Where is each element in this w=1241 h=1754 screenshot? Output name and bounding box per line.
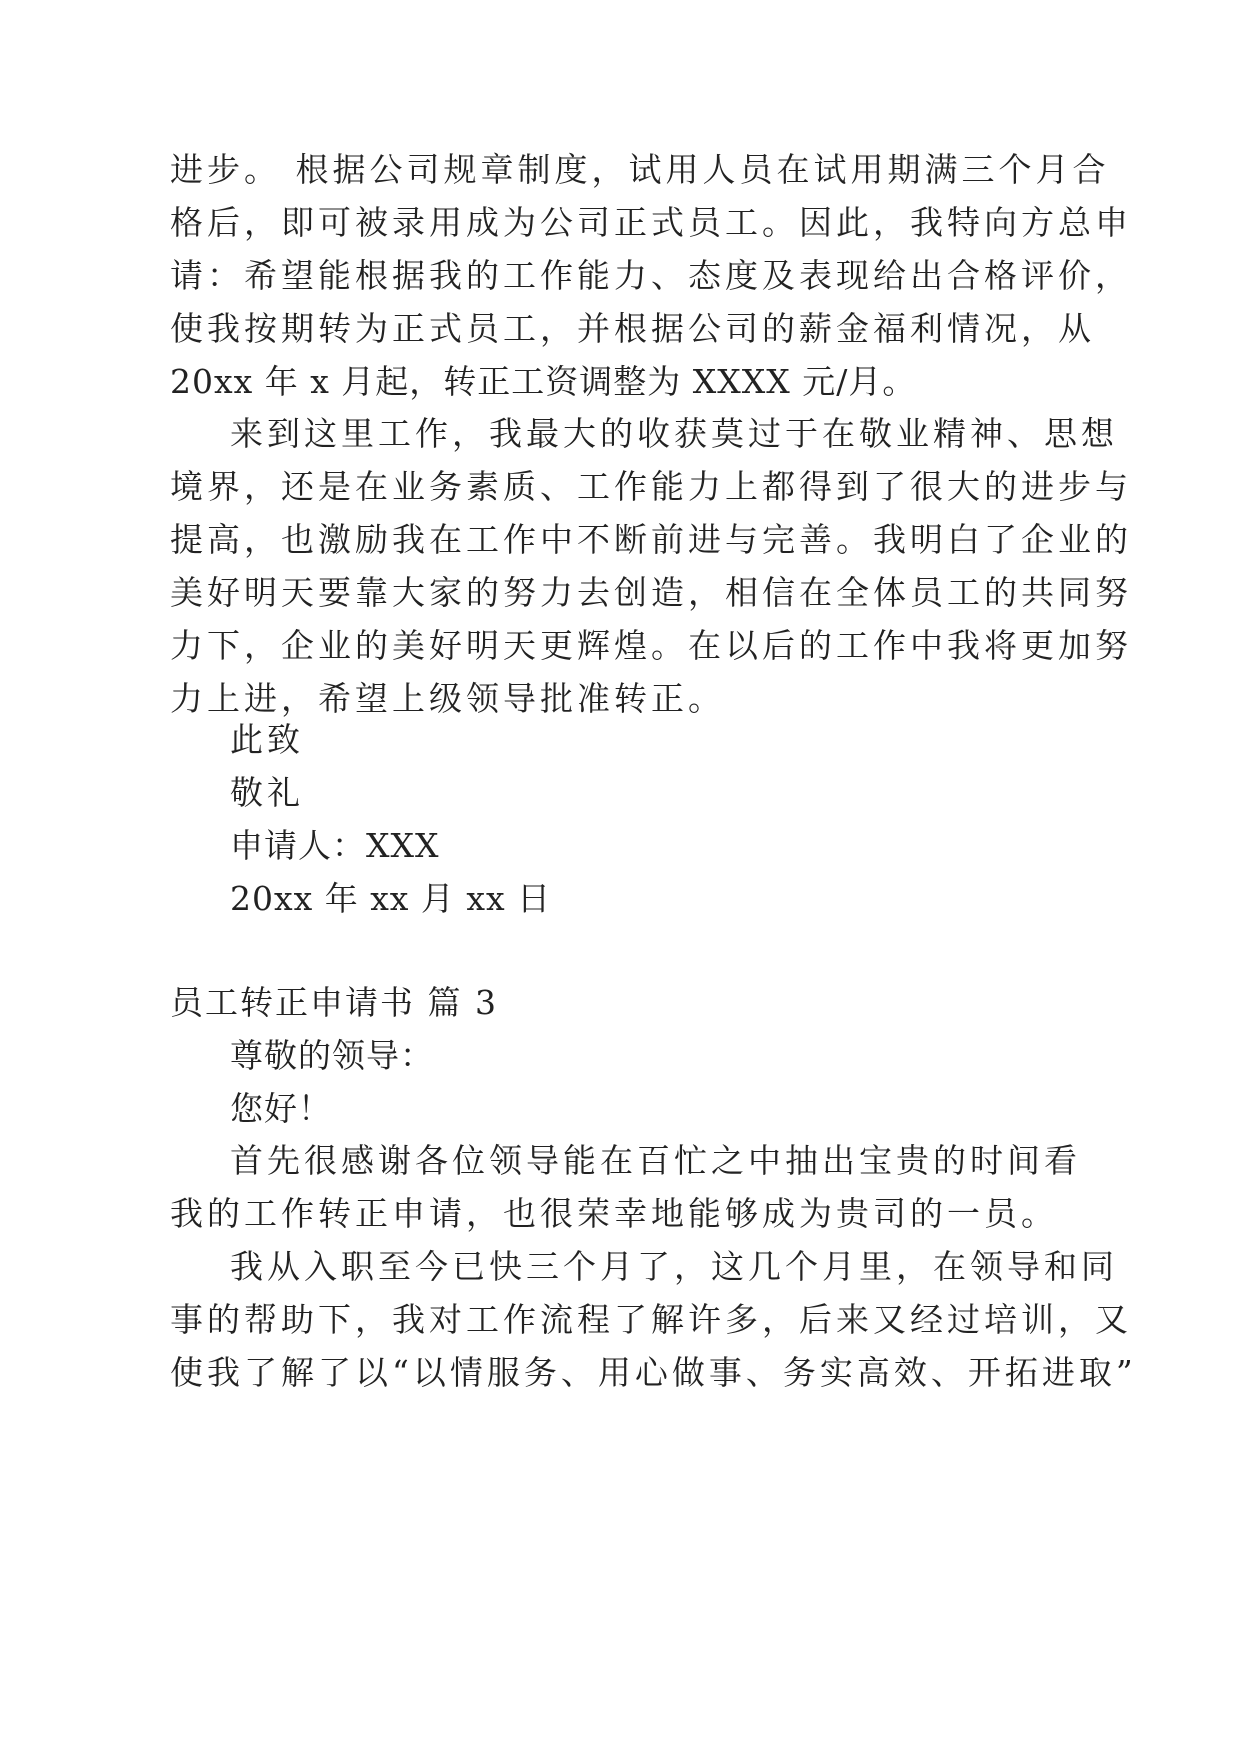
paragraph-line: 格后，即可被录用成为公司正式员工。因此，我特向方总申	[170, 203, 1132, 242]
paragraph-line: 来到这里工作，我最大的收获莫过于在敬业精神、思想	[230, 414, 1118, 453]
paragraph-line: 力上进，希望上级领导批准转正。	[170, 679, 725, 718]
greeting-line: 尊敬的领导：	[230, 1036, 434, 1075]
paragraph-line: 20xx 年 x 月起，转正工资调整为 XXXX 元/月。	[170, 362, 917, 401]
paragraph-line: 美好明天要靠大家的努力去创造，相信在全体员工的共同努	[170, 573, 1132, 612]
paragraph-line: 事的帮助下，我对工作流程了解许多，后来又经过培训，又	[170, 1300, 1132, 1339]
closing-regards: 敬礼	[230, 773, 304, 812]
applicant-line: 申请人：XXX	[230, 826, 440, 865]
hello-line: 您好！	[230, 1089, 332, 1128]
paragraph-line: 请：希望能根据我的工作能力、态度及表现给出合格评价，	[170, 256, 1132, 295]
paragraph-line: 我的工作转正申请，也很荣幸地能够成为贵司的一员。	[170, 1194, 1058, 1233]
date-line: 20xx 年 xx 月 xx 日	[230, 879, 552, 918]
paragraph-line: 使我按期转为正式员工，并根据公司的薪金福利情况，从	[170, 309, 1095, 348]
paragraph-line: 首先很感谢各位领导能在百忙之中抽出宝贵的时间看	[230, 1141, 1081, 1180]
paragraph-line: 提高，也激励我在工作中不断前进与完善。我明白了企业的	[170, 520, 1132, 559]
paragraph-line: 境界，还是在业务素质、工作能力上都得到了很大的进步与	[170, 467, 1132, 506]
section-title: 员工转正申请书 篇 3	[170, 983, 498, 1022]
paragraph-line: 使我了解了以“以情服务、用心做事、务实高效、开拓进取”	[170, 1353, 1137, 1392]
paragraph-line: 力下，企业的美好明天更辉煌。在以后的工作中我将更加努	[170, 626, 1132, 665]
closing-salutation: 此致	[230, 720, 304, 759]
paragraph-line: 我从入职至今已快三个月了，这几个月里，在领导和同	[230, 1247, 1118, 1286]
paragraph-line: 进步。 根据公司规章制度，试用人员在试用期满三个月合	[170, 150, 1110, 189]
